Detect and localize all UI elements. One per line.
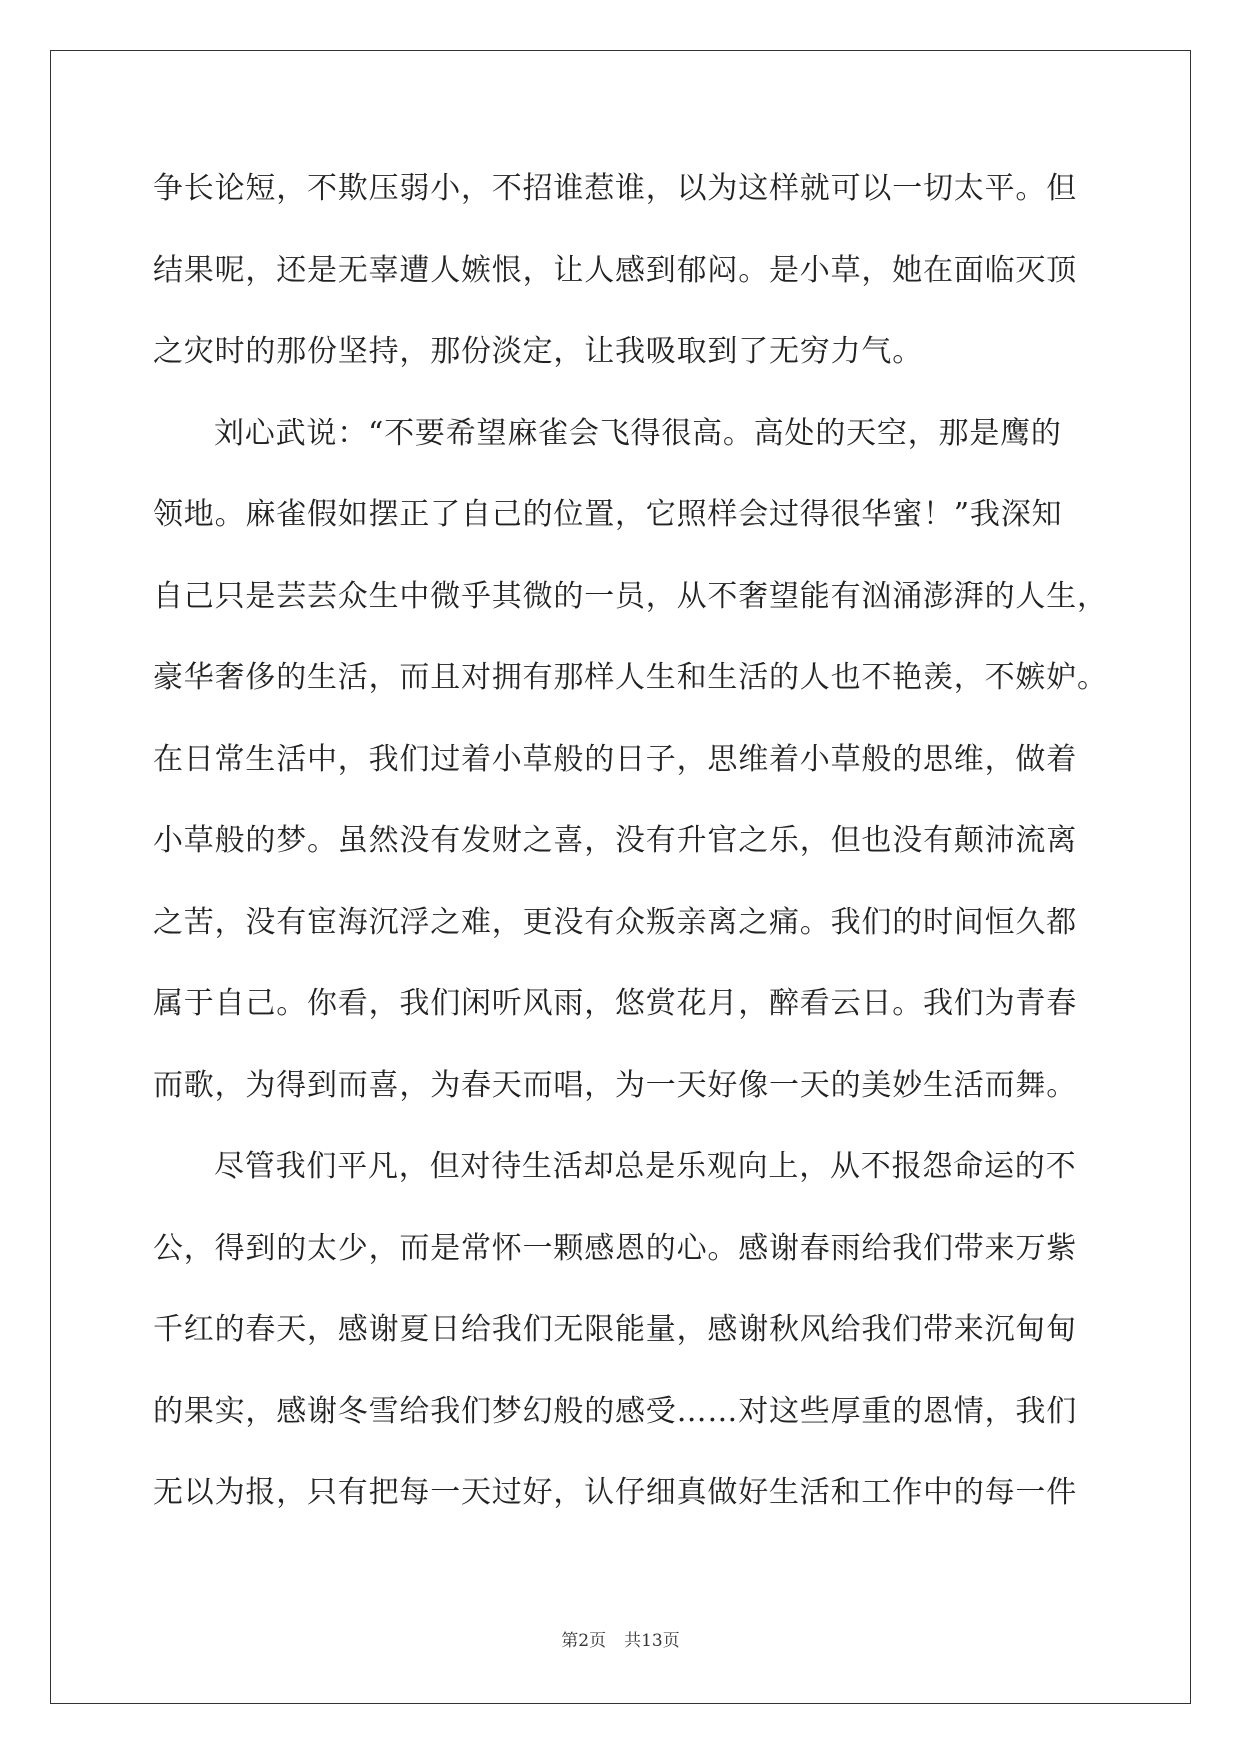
page-number: 第2页: [561, 1631, 607, 1651]
text-line-16: 的果实，感谢冬雪给我们梦幻般的感受……对这些厚重的恩情，我们: [153, 1393, 1077, 1429]
page-total: 共13页: [624, 1631, 680, 1651]
text-line-15: 千红的春天，感谢夏日给我们无限能量，感谢秋风给我们带来沉甸甸: [153, 1312, 1077, 1347]
text-line-12: 而歌，为得到而喜，为春天而唱，为一天好像一天的美妙生活而舞。: [153, 1067, 1077, 1103]
text-line-11: 属于自己。你看，我们闲听风雨，悠赏花月，醉看云日。我们为青春: [153, 986, 1077, 1021]
text-line-2: 结果呢，还是无辜遭人嫉恨，让人感到郁闷。是小草，她在面临灭顶: [153, 252, 1077, 288]
text-line-5: 领地。麻雀假如摆正了自己的位置，它照样会过得很华蜜！”我深知: [153, 497, 1063, 532]
text-line-10: 之苦，没有宦海沉浮之难，更没有众叛亲离之痛。我们的时间恒久都: [153, 904, 1077, 940]
text-line-7: 豪华奢侈的生活，而且对拥有那样人生和生活的人也不艳羡，不嫉妒。: [153, 660, 1108, 695]
text-line-13: 尽管我们平凡，但对待生活却总是乐观向上，从不报怨命运的不: [214, 1149, 1077, 1184]
page-footer: [0, 1626, 1241, 1651]
text-line-1: 争长论短，不欺压弱小，不招谁惹谁，以为这样就可以一切太平。但: [153, 171, 1077, 206]
text-line-17: 无以为报，只有把每一天过好，认仔细真做好生活和工作中的每一件: [153, 1475, 1077, 1510]
text-line-14: 公，得到的太少，而是常怀一颗感恩的心。感谢春雨给我们带来万紫: [153, 1230, 1077, 1266]
text-line-8: 在日常生活中，我们过着小草般的日子，思维着小草般的思维，做着: [153, 741, 1077, 777]
document-body: [153, 162, 1108, 1548]
text-line-6: 自己只是芸芸众生中微乎其微的一员，从不奢望能有汹涌澎湃的人生，: [153, 578, 1108, 614]
text-line-4: 刘心武说：“不要希望麻雀会飞得很高。高处的天空，那是鹰的: [214, 415, 1062, 451]
text-line-9: 小草般的梦。虽然没有发财之喜，没有升官之乐，但也没有颠沛流离: [153, 823, 1077, 858]
text-line-3: 之灾时的那份坚持，那份淡定，让我吸取到了无穷力气。: [153, 334, 923, 369]
